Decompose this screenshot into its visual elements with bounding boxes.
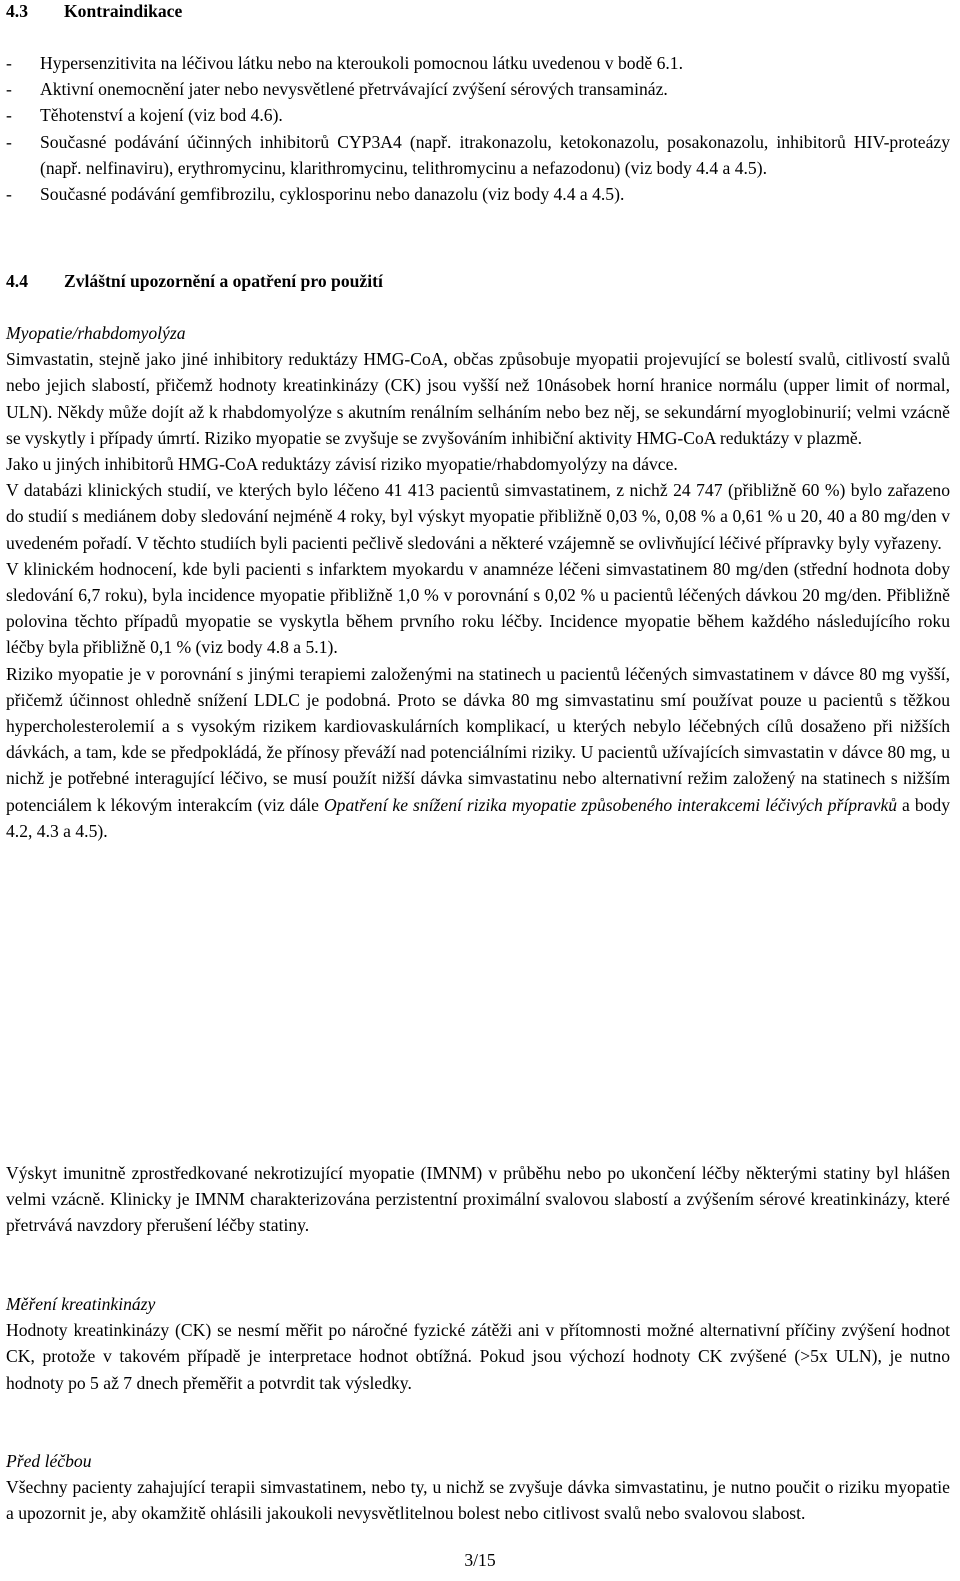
paragraph: Jako u jiných inhibitorů HMG-CoA reduktázy závisí riziko myopatie/rhabdomyolýzy na dávce. xyxy=(6,454,678,475)
contraindication-list xyxy=(6,50,950,207)
subheading-before-treatment: Před léčbou xyxy=(6,1451,92,1471)
before-treatment-block xyxy=(6,1448,950,1527)
paragraph: V klinickém hodnocení, kde byli pacienti s infarktem myokardu v anamnéze léčeni simvastatinem 80 mg/den (střední hodnota doby sledování 6,7 roku), byla incidence myopatie přibližně 1,0 % v porovnání s 0,02 % u pacientů léčených dávkou 20 mg/den. Přibližně polovina těchto případů myopatie se vyskytla během prvního roku léčby. Incidence myopatie během každého následujícího roku léčby byla přibližně 0,1 % (viz body 4.8 a 5.1). xyxy=(6,558,950,658)
list-item: - Současné podávání gemfibrozilu, cyklosporinu nebo danazolu (viz body 4.4 a 4.5). xyxy=(6,181,950,207)
subheading-ck-measurement: Měření kreatinkinázy xyxy=(6,1294,156,1314)
dash-bullet: - xyxy=(6,105,12,126)
ck-block xyxy=(6,1291,950,1396)
subheading-myopathy: Myopatie/rhabdomyolýza xyxy=(6,323,186,343)
section-heading-warnings xyxy=(6,268,950,294)
paragraph: Riziko myopatie je v porovnání s jinými terapiemi založenými na statinech u pacientů léčených simvastatinem v dávce 80 mg vyšší, přičemž účinnost ohledně snížení LDLC je podobná. Proto se dávka 80 mg simvastatinu smí používat pouze u pacientů s těžkou hypercholesterolemií a s vysokým rizikem kardiovaskulárních komplikací, u kterých nebylo léčebných cílů dosaženo při nižších dávkách, a tam, kde se předpokládá, že přínosy převáží nad potenciálními riziky. U pacientů užívajících simvastatin v dávce 80 mg, u nichž je potřebné interagující léčivo, se musí použít nižší dávka simvastatinu nebo alternativní režim založený na statinech s nižším potenciálem k lékovým interakcím (viz dále Opatření ke snížení rizika myopatie způsobeného interakcemi léčivých přípravků a body 4.2, 4.3 a 4.5). xyxy=(6,663,951,841)
cross-reference-italic: Opatření ke snížení rizika myopatie způsobeného interakcemi léčivých přípravků xyxy=(323,794,898,815)
dash-bullet: - xyxy=(6,131,12,152)
page-number: 3/15 xyxy=(464,1550,496,1570)
section-number: 4.3 xyxy=(6,1,28,21)
section-title: Kontraindikace xyxy=(64,1,183,21)
myopathy-block xyxy=(6,320,950,844)
paragraph: Hodnoty kreatinkinázy (CK) se nesmí měřit po náročné fyzické zátěži ani v přítomnosti možné alternativní příčiny zvýšení hodnot CK, protože v takovém případě je interpretace hodnot obtížná. Pokud jsou výchozí hodnoty CK zvýšené (>5x ULN), je nutno hodnoty po 5 až 7 dnech přeměřit a potvrdit tak výsledky. xyxy=(6,1320,950,1393)
section-number: 4.4 xyxy=(6,271,28,291)
paragraph: Simvastatin, stejně jako jiné inhibitory reduktázy HMG-CoA, občas způsobuje myopatii projevující se bolestí svalů, citlivostí svalů nebo jejich slabostí, přičemž hodnoty kreatinkinázy (CK) jsou vyšší než 10násobek horní hranice normálu (upper limit of normal, ULN). Někdy může dojít až k rhabdomyolýze s akutním renálním selháním nebo bez něj, se sekundární myoglobinurií; velmi vzácně se vyskytly i případy úmrtí. Riziko myopatie se zvyšuje se zvyšováním inhibiční aktivity HMG-CoA reduktázy v plazmě. xyxy=(6,349,950,448)
section-title: Zvláštní upozornění a opatření pro použití xyxy=(64,271,383,291)
list-item: - Aktivní onemocnění jater nebo nevysvětlené přetrvávající zvýšení sérových transamináz. xyxy=(6,76,950,102)
dash-bullet: - xyxy=(6,79,12,100)
imnm-paragraph: Výskyt imunitně zprostředkované nekrotizující myopatie (IMNM) v průběhu nebo po ukončení léčby některými statiny byl hlášen velmi vzácně. Klinicky je IMNM charakterizována perzistentní proximální svalovou slabostí a zvýšením sérové kreatinkinázy, které přetrvává navzdory přerušení léčby statiny. xyxy=(6,1163,950,1236)
list-item: - Hypersenzitivita na léčivou látku nebo na kteroukoli pomocnou látku uvedenou v bodě 6.1. xyxy=(6,50,950,76)
dash-bullet: - xyxy=(6,53,12,73)
list-item: - Současné podávání účinných inhibitorů CYP3A4 (např. itrakonazolu, ketokonazolu, posakonazolu, inhibitorů HIV-proteázy (např. nelfinaviru), erythromycinu, klarithromycinu, telithromycinu a nefazodonu) (viz body 4.4 a 4.5). xyxy=(6,129,950,181)
paragraph: V databázi klinických studií, ve kterých bylo léčeno 41 413 pacientů simvastatinem, z nichž 24 747 (přibližně 60 %) bylo zařazeno do studií s mediánem doby sledování nejméně 4 roky, byl výskyt myopatie přibližně 0,03 %, 0,08 % a 0,61 % u 20, 40 a 80 mg/den v uvedeném pořadí. V těchto studiích byli pacienti pečlivě sledováni a některé vzájemně se ovlivňující léčivé přípravky byly vyřazeny. xyxy=(6,480,950,553)
dash-bullet: - xyxy=(6,184,12,205)
section-heading-contraindications xyxy=(6,0,950,24)
paragraph: Všechny pacienty zahajující terapii simvastatinem, nebo ty, u nichž se zvyšuje dávka simvastatinu, je nutno poučit o riziku myopatie a upozornit je, aby okamžitě ohlásili jakoukoli nevysvětlitelnou bolest nebo citlivost svalů nebo svalovou slabost. xyxy=(6,1477,950,1524)
list-item: - Těhotenství a kojení (viz bod 4.6). xyxy=(6,102,950,128)
